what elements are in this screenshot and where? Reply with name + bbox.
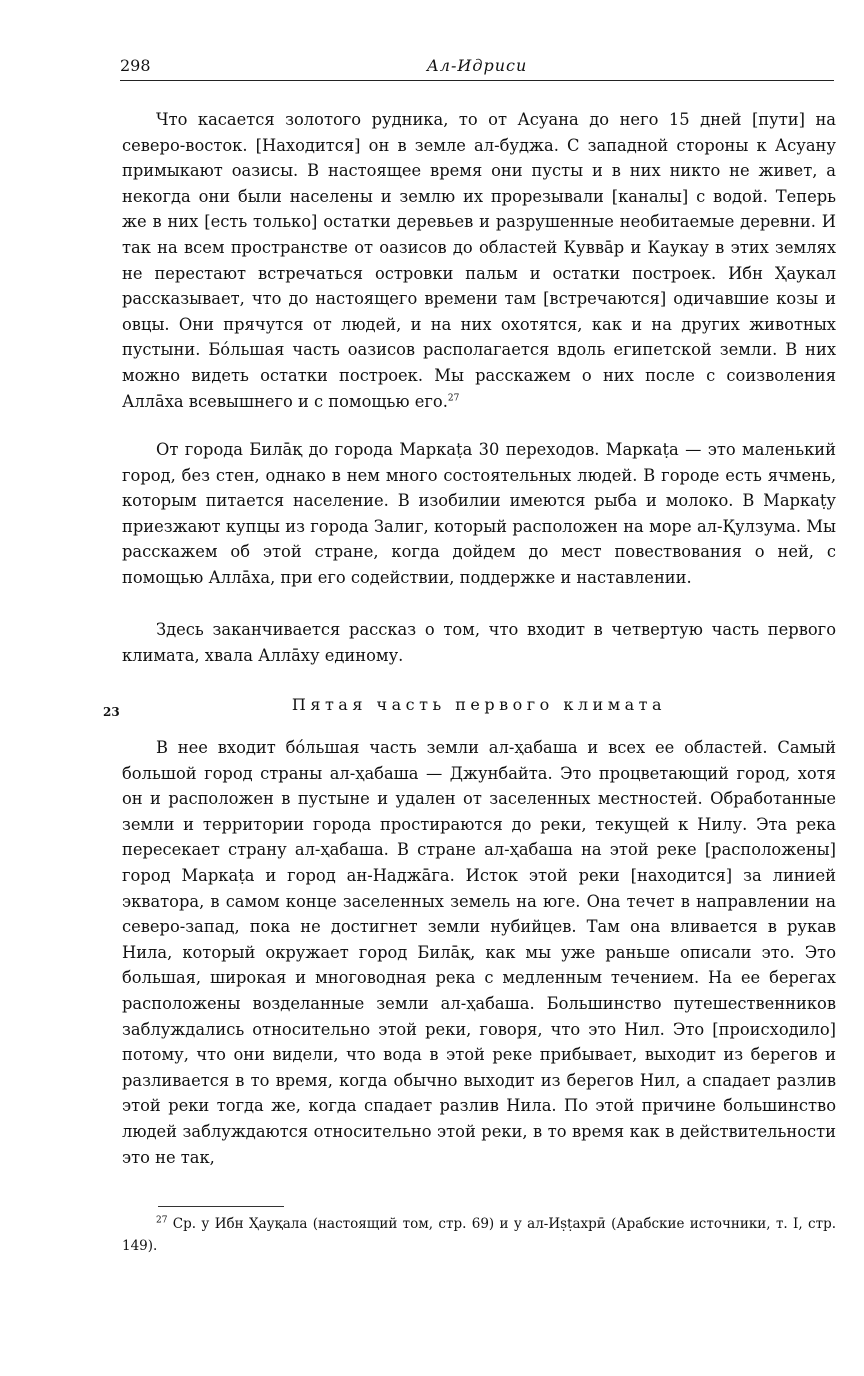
footnote-text: Ср. у Ибн Ҳауқала (настоящий том, стр. 69) и у ал-Иṣṭахрӣ (Арабские источники, т. I, стр. 149). [122,1216,836,1254]
section-heading: Пятая часть первого климата [291,695,667,714]
running-title: Ал-Идриси [426,56,528,75]
paragraph-closing [122,617,836,668]
page-header [120,56,834,80]
footnote-reference: 27 [447,393,460,404]
page-number: 298 [120,56,151,75]
footnote-rule [158,1206,284,1207]
paragraph-text: Здесь заканчивается рассказ о том, что входит в четвертую часть первого климата, хвала Аллāху единому. [122,620,836,665]
margin-number: 23 [103,705,120,719]
paragraph-markata [122,437,836,591]
footnote-mark: 27 [156,1215,168,1226]
paragraph-habasha [122,735,836,1170]
paragraph-text: Что касается золотого рудника, то от Асуана до него 15 дней [пути] на северо-восток. [Находится] он в земле ал-буджа. С западной стороны к Асуану примыкают оазисы. В настоящее время они пусты и в них никто не живет, а некогда они были населены и землю их прорезывали [каналы] с водой. Теперь же в них [есть только] остатки деревьев и разрушенные необитаемые деревни. И так на всем пространстве от оазисов до областей Куввāр и Каукау в этих землях не перестают встречаться островки пальм и остатки построек. Ибн Ҳаукал рассказывает, что до настоящего времени там [встречаются] одичавшие козы и овцы. Они прячутся от людей, и на них охотятся, как и на других животных пустыни. Бóльшая часть оазисов располагается вдоль египетской земли. В них можно видеть остатки построек. Мы расскажем о них после с соизволения Аллāха всевышнего и с помощью его. [122,110,836,411]
header-rule [120,80,834,81]
paragraph-text: В нее входит бóльшая часть земли ал-ҳабаша и всех ее областей. Самый большой город страны ал-ҳабаша — Джунбайта. Это процветающий город, хотя он и расположен в пустыне и удален от заселенных местностей. Обработанные земли и территории города простираются до реки, текущей к Нилу. Эта река пересекает страну ал-ҳабаша. В стране ал-ҳабаша на этой реке [расположены] город Маркаṭа и город ан-Наджāга. Исток этой реки [находится] за линией экватора, в самом конце заселенных земель на юге. Она течет в направлении на северо-запад, пока не достигнет земли нубийцев. Там она вливается в рукав Нила, который окружает город Билāқ, как мы уже раньше описали это. Это большая, широкая и многоводная река с медленным течением. На ее берегах расположены возделанные земли ал-ҳабаша. Большинство путешественников заблуждались относительно этой реки, говоря, что это Нил. Это [происходило] потому, что они видели, что вода в этой реке прибывает, выходит из берегов и разливается в то время, когда обычно выходит из берегов Нил, а спадает разлив этой реки тогда же, когда спадает разлив Нила. По этой причине большинство людей заблуждаются относительно этой реки, в то время как в действительности это не так, [122,738,836,1167]
footnote [122,1213,836,1257]
paragraph-text: От города Билāқ до города Маркаṭа 30 переходов. Маркаṭа — это маленький город, без стен, однако в нем много состоятельных людей. В городе есть ячмень, которым питается население. В изобилии имеются рыба и молоко. В Маркаṭу приезжают купцы из города Залиг, который расположен на море ал-Қулзума. Мы расскажем об этой стране, когда дойдем до мест повествования о ней, с помощью Аллāха, при его содействии, поддержке и наставлении. [122,440,836,587]
paragraph-gold-mine [122,107,836,414]
